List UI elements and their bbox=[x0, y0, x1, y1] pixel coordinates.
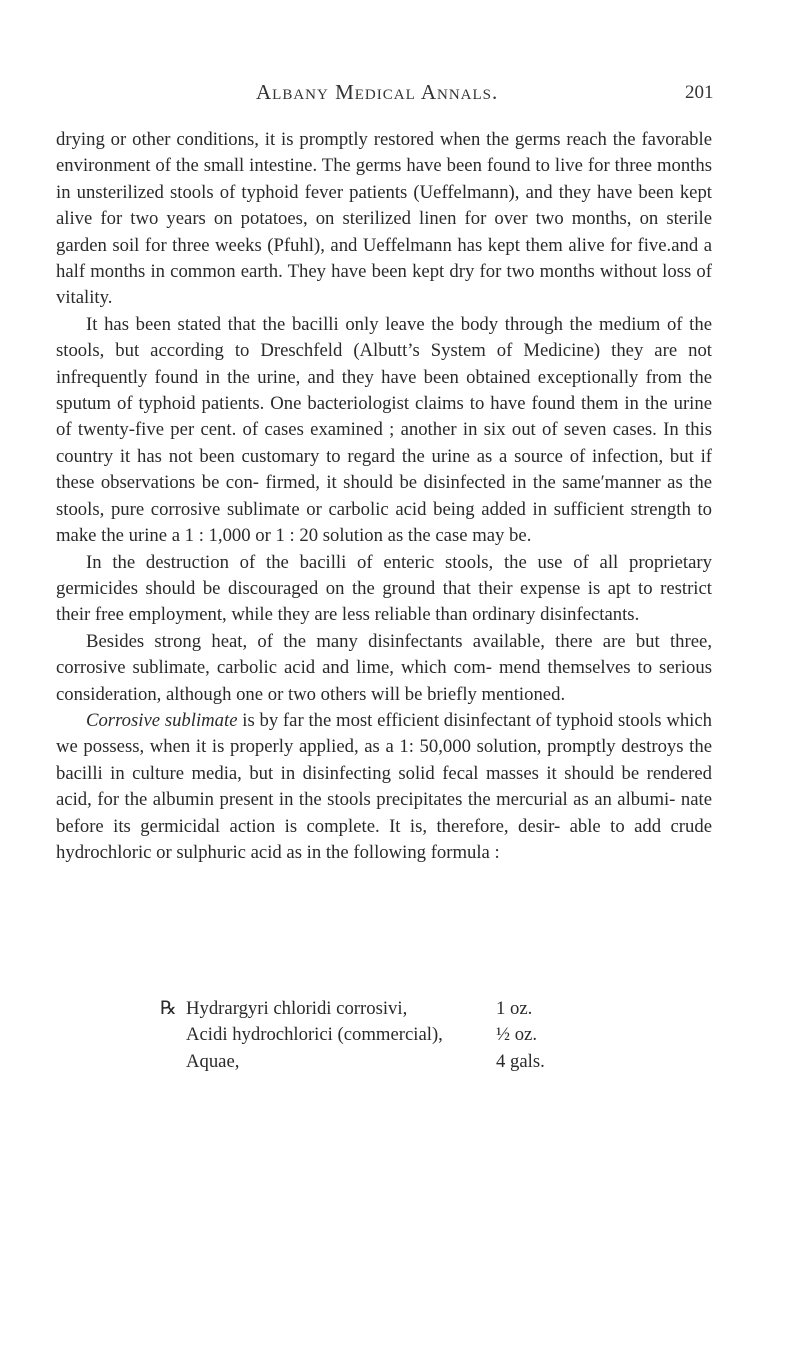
formula-amount: ½ oz. bbox=[496, 1024, 537, 1046]
rx-symbol: ℞ bbox=[160, 998, 177, 1019]
paragraph-4: Besides strong heat, of the many disinfectants available, there are but three, corrosive sublimate, carbolic acid and lime, which com- mend themselves to serious consideration, although one or two others will be briefly mentioned. bbox=[56, 630, 712, 705]
formula-amount: 1 oz. bbox=[496, 998, 533, 1019]
paragraph-1: drying or other conditions, it is promptly restored when the germs reach the favorable environment of the small intestine. The germs have been found to live for three months in unsterilized stools of typhoid fever patients (Ueffelmann), and they have been kept alive for two years on potatoes, on sterilized linen for over two months, on sterile garden soil for three weeks (Pfuhl), and Ueffelmann has kept them alive for five.and a half months in common earth. They have been kept dry for two months without loss of vitality. bbox=[56, 129, 712, 309]
paragraph-5 bbox=[56, 708, 712, 866]
formula-ingredient: Aquae, bbox=[186, 1050, 240, 1072]
formula-row bbox=[160, 1049, 545, 1075]
paragraph-3: In the destruction of the bacilli of enteric stools, the use of all proprietary germicides should be discouraged on the ground that their expense is apt to restrict their free employment, while they are less reliable than ordinary disinfectants. bbox=[56, 551, 712, 626]
paragraph-5-text: is by far the most efficient disinfectant of typhoid stools which we possess, when it is properly applied, as a 1: 50,000 solution, promptly destroys the bacilli in culture media, but in disinfecting solid fecal masses it should be rendered acid, for the albumin present in the stools precipitates the mercurial as an albumi- nate before its germicidal action is complete. It is, therefore, desir- able to add crude hydrochloric or sulphuric acid as in the following formula : bbox=[56, 709, 712, 863]
formula-ingredient: ℞ Hydrargyri chloridi corrosivi, bbox=[160, 996, 496, 1022]
body-text bbox=[56, 127, 712, 866]
prescription-formula bbox=[160, 996, 545, 1075]
running-title: Albany Medical Annals. bbox=[256, 80, 499, 104]
italic-term: Corrosive sublimate bbox=[86, 709, 238, 731]
page-number: 201 bbox=[685, 82, 714, 103]
formula-amount: 4 gals. bbox=[496, 1050, 545, 1072]
formula-ingredient: Acidi hydrochlorici (commercial), bbox=[186, 1024, 443, 1046]
paragraph-2: It has been stated that the bacilli only leave the body through the medium of the stools, but according to Dreschfeld (Albutt’s System of Medicine) they are not infrequently found in the urine, and they have been obtained exceptionally from the sputum of typhoid patients. One bacteriologist claims to have found them in the urine of twenty-five per cent. of cases examined ; another in six out of seven cases. In this country it has not been customary to regard the urine as a source of infection, but if these observations be con- firmed, it should be disinfected in the same′manner as the stools, pure corrosive sublimate or carbolic acid being added in sufficient strength to make the urine a 1 : 1,000 or 1 : 20 solution as the case may be. bbox=[56, 313, 712, 547]
formula-row bbox=[160, 1022, 545, 1048]
formula-row bbox=[160, 996, 545, 1022]
